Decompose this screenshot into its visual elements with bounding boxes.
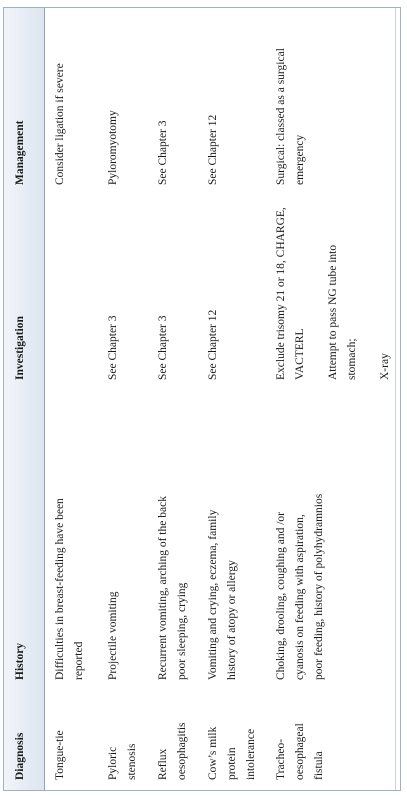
cell-management-reflux-oesophagitis: See Chapter 3 — [157, 120, 169, 185]
cell-history-tracheo-oesophageal-fistula: Choking, drooling, coughing and /or cyanosis on feeding with aspiration, poor feeding, history of polyhydramnios — [275, 493, 325, 680]
cell-diagnosis-pyloric-stenosis: Pyloric stenosis — [107, 743, 138, 780]
cell-investigation-tracheo-oesophageal-fistula-ng-tube: Attempt to pass NG tube into stomach; — [327, 244, 358, 380]
cell-diagnosis-tracheo-oesophageal-fistula: Tracheo- oesophageal fistula — [275, 723, 325, 780]
cell-investigation-cows-milk-protein-intolerance: See Chapter 12 — [207, 309, 219, 380]
table-header-row — [4, 8, 45, 790]
header-diagnosis: Diagnosis — [14, 732, 26, 780]
cell-history-tongue-tie: Difficulties in breast-feeding have been reported — [54, 498, 85, 680]
cell-investigation-reflux-oesophagitis: See Chapter 3 — [157, 315, 169, 380]
cell-diagnosis-cows-milk-protein-intolerance: Cow’s milk protein intolerance — [207, 726, 257, 780]
cell-history-reflux-oesophagitis: Recurrent vomiting, arching of the back poor sleeping, crying — [157, 496, 188, 680]
table-border — [3, 7, 401, 791]
cell-investigation-tracheo-oesophageal-fistula-xray: X-ray — [379, 353, 391, 380]
header-management: Management — [14, 120, 26, 185]
table-bottom-rule — [395, 8, 396, 790]
cell-history-pyloric-stenosis: Projectile vomiting — [107, 591, 119, 680]
cell-diagnosis-reflux-oesophagitis: Reflux oesophagitis — [157, 722, 188, 780]
header-history: History — [14, 642, 26, 680]
cell-diagnosis-tongue-tie: Tongue-tie — [54, 730, 66, 780]
cell-management-pyloric-stenosis: Pyloromyotomy — [107, 110, 119, 185]
cell-management-tracheo-oesophageal-fistula: Surgical: classed as a surgical emergency — [275, 48, 306, 185]
cell-history-cows-milk-protein-intolerance: Vomiting and crying, eczema, family history of atopy or allergy — [207, 509, 238, 680]
cell-investigation-pyloric-stenosis: See Chapter 3 — [107, 315, 119, 380]
cell-investigation-tracheo-oesophageal-fistula: Exclude trisomy 21 or 18, CHARGE, VACTERL — [275, 207, 306, 380]
cell-management-cows-milk-protein-intolerance: See Chapter 12 — [207, 114, 219, 185]
cell-management-tongue-tie: Consider ligation if severe — [54, 63, 66, 185]
header-investigation: Investigation — [14, 316, 26, 380]
